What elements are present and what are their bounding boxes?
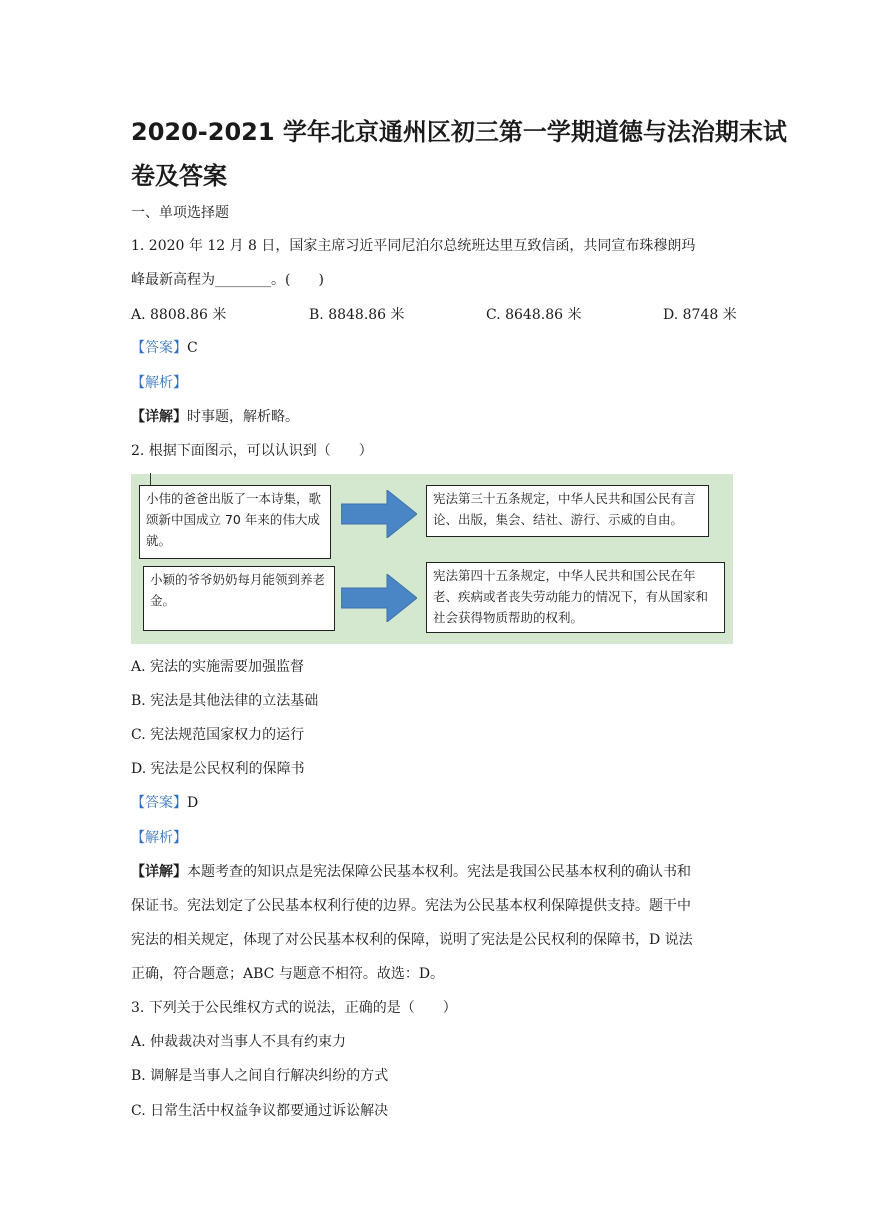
- q2-answer: [131, 793, 198, 813]
- q1-text-line-1: 1. 2020 年 12 月 8 日，国家主席习近平同尼泊尔总统班达里互致信函，共同宣布珠穆朗玛: [131, 238, 696, 254]
- detail-tag: 【详解】: [131, 409, 187, 425]
- figure-box-right-top: 宪法第三十五条规定，中华人民共和国公民有言论、出版，集会、结社、游行、示威的自由。: [426, 485, 709, 537]
- document-title: [131, 110, 787, 198]
- figure-box-left-bottom: 小颖的爷爷奶奶每月能领到养老金。: [143, 566, 335, 631]
- q1-option-c: C. 8648.86 米: [486, 307, 582, 323]
- section-heading: 一、单项选择题: [131, 205, 229, 221]
- detail-text: 本题考查的知识点是宪法保障公民基本权利。宪法是我国公民基本权利的确认书和: [187, 864, 691, 880]
- q3-option-c: C. 日常生活中权益争议都要通过诉讼解决: [131, 1103, 389, 1119]
- q2-analysis: [131, 828, 187, 848]
- q3-option-b: B. 调解是当事人之间自行解决纠纷的方式: [131, 1068, 389, 1084]
- q1-detail: [131, 407, 299, 427]
- answer-value: D: [187, 795, 199, 811]
- q2-option-b: B. 宪法是其他法律的立法基础: [131, 693, 319, 709]
- q1-answer: [131, 338, 198, 358]
- answer-value: C: [187, 340, 198, 356]
- q1-option-b: B. 8848.86 米: [309, 307, 405, 323]
- q1-options: [131, 304, 738, 324]
- title-line-2: 卷及答案: [131, 162, 227, 190]
- figure-box-right-bottom: 宪法第四十五条规定，中华人民共和国公民在年老、疾病或者丧失劳动能力的情况下，有从国家和社会获得物质帮助的权利。: [426, 562, 725, 633]
- analysis-tag: 【解析】: [131, 830, 187, 846]
- answer-tag: 【答案】: [131, 795, 187, 811]
- q2-detail-line-3: 宪法的相关规定，体现了对公民基本权利的保障，说明了宪法是公民权利的保障书，D 说法: [131, 932, 693, 948]
- q2-figure: [131, 474, 733, 644]
- q1-option-d: D. 8748 米: [663, 307, 737, 323]
- q3-text: 3. 下列关于公民维权方式的说法，正确的是（ ）: [131, 1000, 457, 1016]
- q2-detail-line-2: 保证书。宪法划定了公民基本权利行使的边界。宪法为公民基本权利保障提供支持。题干中: [131, 898, 691, 914]
- title-line-1: 2020-2021 学年北京通州区初三第一学期道德与法治期末试: [131, 118, 787, 146]
- q2-option-a: A. 宪法的实施需要加强监督: [131, 659, 305, 675]
- arrow-right-icon: [341, 490, 417, 538]
- q3-option-a: A. 仲裁裁决对当事人不具有约束力: [131, 1034, 347, 1050]
- q1-text-line-2: 峰最新高程为________。( ): [131, 272, 324, 288]
- q2-option-c: C. 宪法规范国家权力的运行: [131, 727, 305, 743]
- answer-tag: 【答案】: [131, 340, 187, 356]
- q2-detail-line-4: 正确，符合题意；ABC 与题意不相符。故选：D。: [131, 966, 445, 982]
- q2-option-d: D. 宪法是公民权利的保障书: [131, 761, 305, 777]
- q2-text: 2. 根据下面图示，可以认识到（ ）: [131, 443, 373, 459]
- q1-analysis: [131, 373, 187, 393]
- figure-box-left-top: 小伟的爸爸出版了一本诗集，歌颂新中国成立 70 年来的伟大成就。: [139, 485, 331, 559]
- arrow-right-icon: [341, 574, 417, 622]
- analysis-tag: 【解析】: [131, 375, 187, 391]
- detail-tag: 【详解】: [131, 864, 187, 880]
- detail-text: 时事题，解析略。: [187, 409, 299, 425]
- q2-detail-line-1: [131, 862, 691, 882]
- q1-option-a: A. 8808.86 米: [131, 307, 227, 323]
